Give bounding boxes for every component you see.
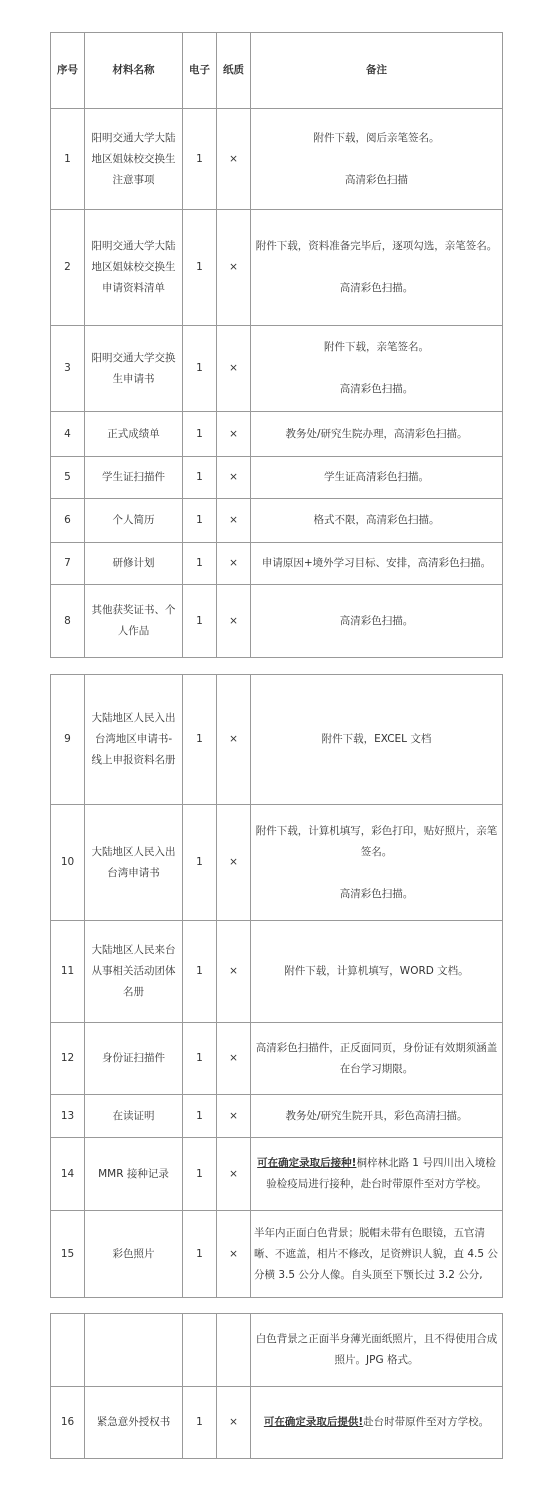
table-row [51,1023,503,1095]
row-no: 9 [51,675,85,805]
row-electronic: 1 [183,1387,217,1459]
table-row [51,1138,503,1211]
row-electronic: 1 [183,412,217,457]
row-remark [251,326,503,412]
materials-table-page-3 [50,1313,503,1459]
table-row [51,921,503,1023]
row-name: 阳明交通大学大陆地区姐妹校交换生注意事项 [85,109,183,210]
row-no: 6 [51,499,85,543]
row-electronic: 1 [183,585,217,658]
row-electronic: 1 [183,457,217,499]
materials-table-page-1 [50,32,503,658]
header-no: 序号 [51,33,85,109]
row-paper: × [217,1138,251,1211]
row-paper: × [217,921,251,1023]
row-no: 10 [51,805,85,921]
row-remark [251,1138,503,1211]
table-row [51,805,503,921]
table-row [51,457,503,499]
row-electronic: 1 [183,805,217,921]
row-remark: 半年内正面白色背景；脱帽未带有色眼镜，五官清晰、不遮盖，相片不修改，足资辨识人貌，直 4.5 公分横 3.5 公分人像。自头顶至下颚长过 3.2 公分, [251,1211,503,1298]
row-paper: × [217,210,251,326]
row-no: 15 [51,1211,85,1298]
table-row [51,210,503,326]
row-remark: 附件下载，EXCEL 文档 [251,675,503,805]
table-row [51,1314,503,1387]
remark-line: 附件下载，计算机填写，彩色打印，贴好照片，亲笔签名。 [255,824,498,858]
row-no: 2 [51,210,85,326]
remark-line: 附件下载，阅后亲笔签名。 [313,131,440,144]
row-paper: × [217,1023,251,1095]
row-electronic: 1 [183,1095,217,1138]
row-remark: 学生证高清彩色扫描。 [251,457,503,499]
row-no: 14 [51,1138,85,1211]
row-remark: 附件下载，计算机填写，WORD 文档。 [251,921,503,1023]
table-row [51,1095,503,1138]
row-name: 研修计划 [85,543,183,585]
row-paper: × [217,412,251,457]
row-paper: × [217,326,251,412]
row-remark: 高清彩色扫描件，正反面同页，身份证有效期须涵盖在台学习期限。 [251,1023,503,1095]
row-no: 7 [51,543,85,585]
table-row [51,543,503,585]
table-row [51,1211,503,1298]
row-name: 大陆地区人民入出台湾地区申请书-线上申报资料名册 [85,675,183,805]
row-electronic [183,1314,217,1387]
row-no: 8 [51,585,85,658]
table-row [51,585,503,658]
table-row [51,675,503,805]
row-no: 16 [51,1387,85,1459]
row-electronic: 1 [183,921,217,1023]
row-electronic: 1 [183,1138,217,1211]
table-row [51,1387,503,1459]
table-row [51,109,503,210]
row-no: 4 [51,412,85,457]
table-row [51,326,503,412]
row-no: 12 [51,1023,85,1095]
row-no: 1 [51,109,85,210]
remark-line: 附件下载，亲笔签名。 [324,341,429,353]
row-name: 学生证扫描件 [85,457,183,499]
row-paper: × [217,543,251,585]
row-electronic: 1 [183,1023,217,1095]
row-no: 13 [51,1095,85,1138]
row-remark: 白色背景之正面半身薄光面纸照片，且不得使用合成照片。JPG 格式。 [251,1314,503,1387]
header-name: 材料名称 [85,33,183,109]
remark-line: 高清彩色扫描 [345,173,408,186]
row-paper: × [217,1095,251,1138]
row-remark: 教务处/研究生院开具，彩色高清扫描。 [251,1095,503,1138]
row-paper [217,1314,251,1387]
row-remark [251,210,503,326]
remark-line: 高清彩色扫描。 [339,282,414,294]
table-row [51,499,503,543]
row-name: 大陆地区人民入出台湾申请书 [85,805,183,921]
row-paper: × [217,675,251,805]
remark-line: 高清彩色扫描。 [339,887,414,900]
row-electronic: 1 [183,675,217,805]
table-header-row [51,33,503,109]
row-name: 彩色照片 [85,1211,183,1298]
remark-line: 附件下载，资料准备完毕后，逐项勾选，亲笔签名。 [255,240,498,252]
row-paper: × [217,1211,251,1298]
remark-emphasis: 可在确定录取后提供! [263,1416,364,1428]
row-electronic: 1 [183,326,217,412]
row-remark: 申请原因+境外学习目标、安排，高清彩色扫描。 [251,543,503,585]
materials-table-page-2 [50,674,503,1298]
row-name: 阳明交通大学交换生申请书 [85,326,183,412]
row-remark: 高清彩色扫描。 [251,585,503,658]
row-name: 其他获奖证书、个人作品 [85,585,183,658]
row-paper: × [217,457,251,499]
remark-line: 赴台时带原件至对方学校。 [363,1416,490,1428]
row-paper: × [217,805,251,921]
remark-line: 高清彩色扫描。 [339,383,414,395]
row-name: 正式成绩单 [85,412,183,457]
row-electronic: 1 [183,210,217,326]
header-remark: 备注 [251,33,503,109]
row-no: 3 [51,326,85,412]
row-paper: × [217,109,251,210]
header-electronic: 电子 [183,33,217,109]
row-no: 5 [51,457,85,499]
row-electronic: 1 [183,109,217,210]
remark-emphasis: 可在确定录取后接种! [257,1157,357,1169]
row-remark [251,1387,503,1459]
row-paper: × [217,499,251,543]
row-paper: × [217,1387,251,1459]
row-remark: 教务处/研究生院办理，高清彩色扫描。 [251,412,503,457]
row-remark [251,109,503,210]
header-paper: 纸质 [217,33,251,109]
row-name: 身份证扫描件 [85,1023,183,1095]
row-remark: 格式不限，高清彩色扫描。 [251,499,503,543]
row-electronic: 1 [183,543,217,585]
row-name: 大陆地区人民来台从事相关活动团体名册 [85,921,183,1023]
row-name: 阳明交通大学大陆地区姐妹校交换生申请资料清单 [85,210,183,326]
row-name [85,1314,183,1387]
row-no: 11 [51,921,85,1023]
row-name: 个人简历 [85,499,183,543]
row-remark [251,805,503,921]
row-electronic: 1 [183,1211,217,1298]
row-name: 在读证明 [85,1095,183,1138]
table-row [51,412,503,457]
row-paper: × [217,585,251,658]
remark-line: 桐梓林北路 1 号四川出入境检验检疫局进行接种，赴台时带原件至对方学校。 [266,1157,496,1190]
row-no [51,1314,85,1387]
row-name: MMR 接种记录 [85,1138,183,1211]
row-name: 紧急意外授权书 [85,1387,183,1459]
row-electronic: 1 [183,499,217,543]
